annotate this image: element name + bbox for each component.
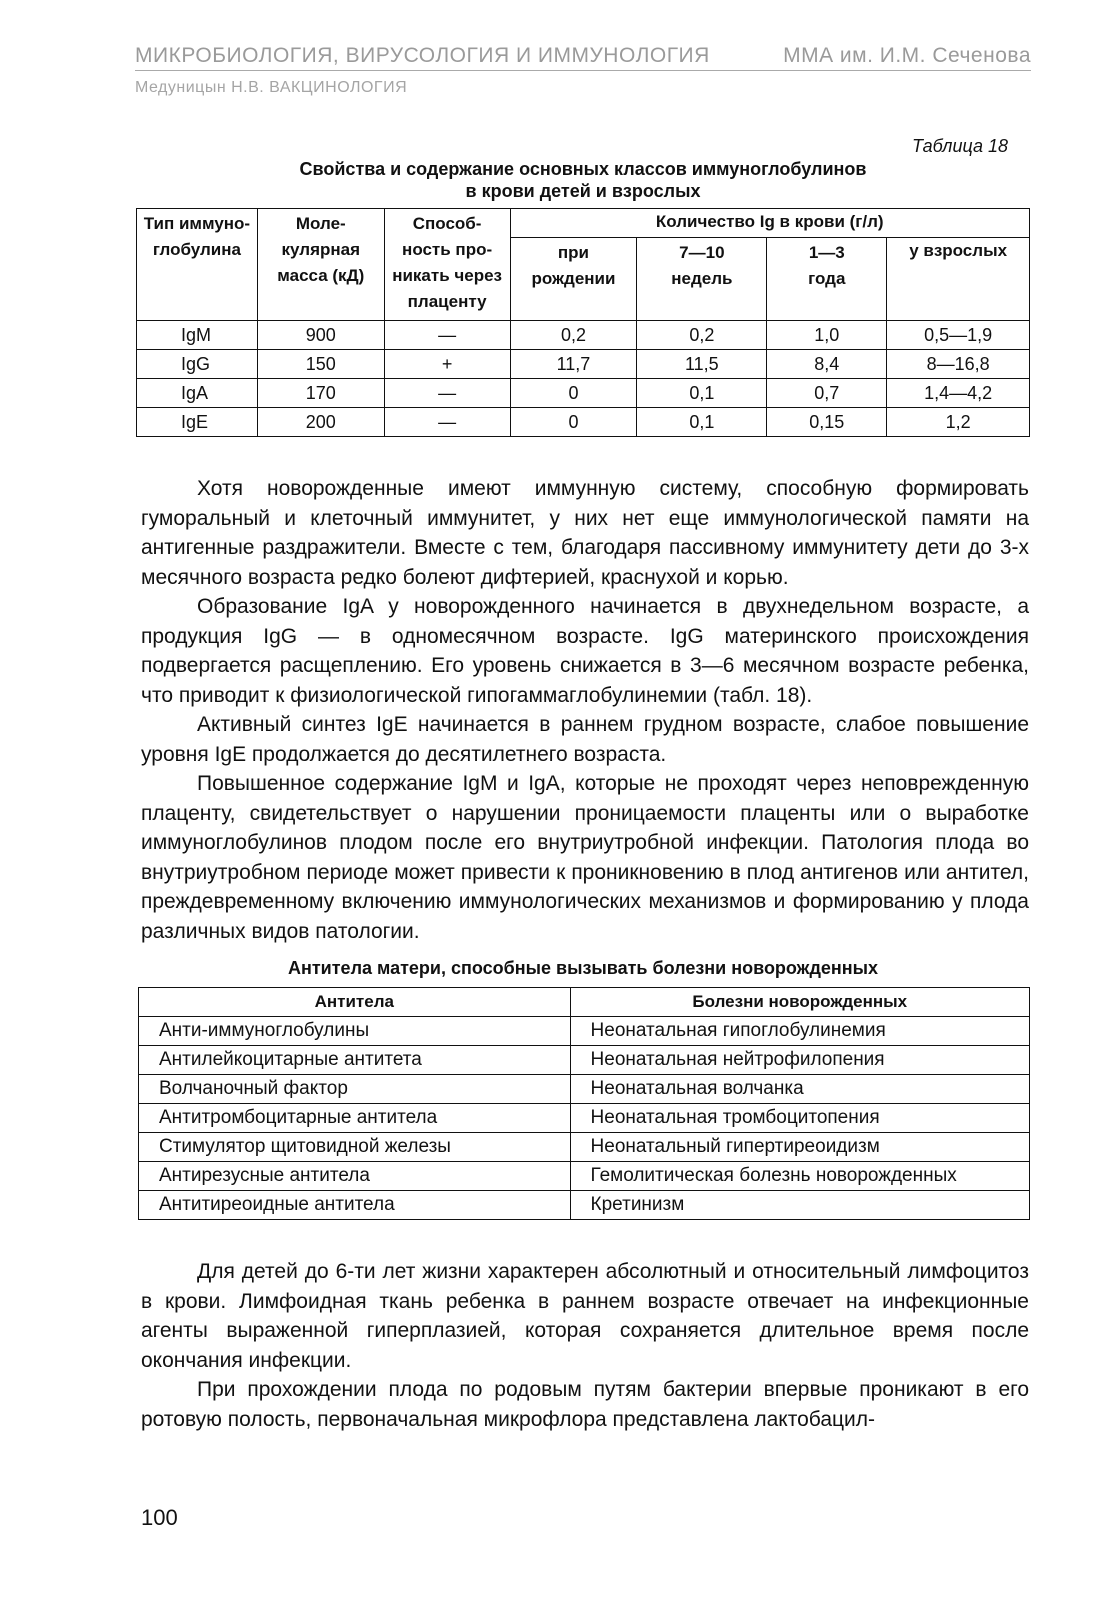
table-cell: Волчаночный фактор — [139, 1075, 571, 1104]
table-cell: + — [384, 350, 510, 379]
table-cell: 11,5 — [637, 350, 767, 379]
table-cell: 150 — [257, 350, 384, 379]
table2-title: Антитела матери, способные вызывать болезни новорожденных — [287, 958, 879, 978]
table-cell: Анти-иммуноглобулины — [139, 1017, 571, 1046]
header-birth: при рождении — [510, 238, 637, 321]
table-cell: Антирезусные антитела — [139, 1162, 571, 1191]
table-row — [139, 1075, 1030, 1104]
body-text — [141, 474, 1029, 946]
paragraph: Образование IgA у новорожденного начинается в двухнедельном возрасте, а продукция IgG — в одномесячном возрасте. IgG материнского происхождения подвергается расщеплению. Его уровень снижается в 3—6 месячном возрасте ребенка, что приводит к физиологической гипогаммаглобулинемии (табл. 18). — [141, 595, 1029, 707]
table-cell: 1,4—4,2 — [887, 379, 1030, 408]
page-number: 100 — [141, 1505, 178, 1530]
table-cell: — — [384, 379, 510, 408]
table-cell: 0 — [510, 408, 637, 437]
table-cell: Неонатальная нейтрофилопения — [570, 1046, 1029, 1075]
antibodies-table — [138, 987, 1030, 1220]
table-cell: — — [384, 321, 510, 350]
table-cell: IgA — [137, 379, 258, 408]
paragraph: Активный синтез IgE начинается в раннем грудном возрасте, слабое повышение уровня IgE продолжается до десятилетнего возраста. — [141, 713, 1029, 766]
header-years: 1—3 года — [767, 238, 887, 321]
table-cell: 170 — [257, 379, 384, 408]
table-cell: 0,2 — [637, 321, 767, 350]
table-cell: Гемолитическая болезнь новорожденных — [570, 1162, 1029, 1191]
table-row — [139, 1162, 1030, 1191]
table-row — [137, 321, 1030, 350]
table-cell: 1,2 — [887, 408, 1030, 437]
header-institution: ММА им. И.М. Сеченова — [783, 44, 1031, 67]
table-cell: Антитиреоидные антитела — [139, 1191, 571, 1220]
table-row — [139, 1017, 1030, 1046]
header-title: МИКРОБИОЛОГИЯ, ВИРУСОЛОГИЯ И ИММУНОЛОГИЯ — [135, 44, 710, 67]
table2-body — [139, 1017, 1030, 1220]
table-cell: 8—16,8 — [887, 350, 1030, 379]
header-type: Тип иммуно- глобулина — [137, 209, 258, 321]
table-cell: 11,7 — [510, 350, 637, 379]
paragraph: Хотя новорожденные имеют иммунную систему, способную формировать гуморальный и клеточный иммунитет, у них нет еще иммунологической памяти на антигенные раздражители. Вместе с тем, благодаря пассивному иммунитету дети до 3-х месячного возраста редко болеют дифтерией, краснухой и корью. — [141, 477, 1029, 589]
table-cell: Антитромбоцитарные антитела — [139, 1104, 571, 1133]
table-label: Таблица 18 — [911, 136, 1008, 156]
header-antibodies: Антитела — [139, 988, 571, 1017]
immunoglobulin-table — [136, 208, 1030, 437]
table-row — [139, 1191, 1030, 1220]
table-row — [137, 350, 1030, 379]
header-adults: у взрослых — [887, 238, 1030, 321]
table-cell: 900 — [257, 321, 384, 350]
table-cell: Стимулятор щитовидной железы — [139, 1133, 571, 1162]
table-cell: 200 — [257, 408, 384, 437]
running-header — [135, 44, 1031, 71]
table-cell: 0,2 — [510, 321, 637, 350]
table-cell: 8,4 — [767, 350, 887, 379]
table-row — [139, 1046, 1030, 1075]
table-row — [139, 1133, 1030, 1162]
table-body — [137, 321, 1030, 437]
table-cell: Антилейкоцитарные антитета — [139, 1046, 571, 1075]
header-weeks: 7—10 недель — [637, 238, 767, 321]
table-cell: Неонатальный гипертиреоидизм — [570, 1133, 1029, 1162]
table-title: Свойства и содержание основных классов иммуноглобулинов в крови детей и взрослых — [299, 159, 867, 201]
table-cell: Неонатальная волчанка — [570, 1075, 1029, 1104]
header-placenta: Способ- ность про- никать через плаценту — [384, 209, 510, 321]
table-cell: 0,15 — [767, 408, 887, 437]
table-cell: Неонатальная тромбоцитопения — [570, 1104, 1029, 1133]
table-row — [137, 379, 1030, 408]
paragraph: При прохождении плода по родовым путям бактерии впервые проникают в его ротовую полость, первоначальная микрофлора представлена лактобацил- — [141, 1378, 1029, 1431]
paragraph: Для детей до 6-ти лет жизни характерен абсолютный и относительный лимфоцитоз в крови. Лимфоидная ткань ребенка в раннем возрасте отвечает на инфекционные агенты выраженной гиперплазией, которая сохраняется длительное время после окончания инфекции. — [141, 1260, 1029, 1372]
table-cell: — — [384, 408, 510, 437]
table-cell: Неонатальная гипоглобулинемия — [570, 1017, 1029, 1046]
table-cell: 1,0 — [767, 321, 887, 350]
table-cell: IgM — [137, 321, 258, 350]
table-cell: 0,7 — [767, 379, 887, 408]
paragraph: Повышенное содержание IgM и IgA, которые не проходят через неповрежденную плаценту, свидетельствует о нарушении проницаемости плаценты или о выработке иммуноглобулинов плодом после его внутриутробной инфекции. Патология плода во внутриутробном периоде может привести к проникновению в плод антигенов или антител, преждевременному включению иммунологических механизмов и формированию у плода различных видов патологии. — [141, 772, 1029, 943]
table-row — [137, 408, 1030, 437]
table-cell: 0,5—1,9 — [887, 321, 1030, 350]
table-cell: Кретинизм — [570, 1191, 1029, 1220]
header-quantity: Количество Ig в крови (г/л) — [510, 209, 1030, 238]
body-text-2 — [141, 1257, 1029, 1434]
table-row — [139, 1104, 1030, 1133]
table-cell: 0,1 — [637, 408, 767, 437]
table-cell: IgE — [137, 408, 258, 437]
running-subheader: Медуницын Н.В. ВАКЦИНОЛОГИЯ — [135, 79, 408, 96]
header-mass: Моле- кулярная масса (кД) — [257, 209, 384, 321]
table-cell: 0 — [510, 379, 637, 408]
table-cell: 0,1 — [637, 379, 767, 408]
header-diseases: Болезни новорожденных — [570, 988, 1029, 1017]
table-cell: IgG — [137, 350, 258, 379]
